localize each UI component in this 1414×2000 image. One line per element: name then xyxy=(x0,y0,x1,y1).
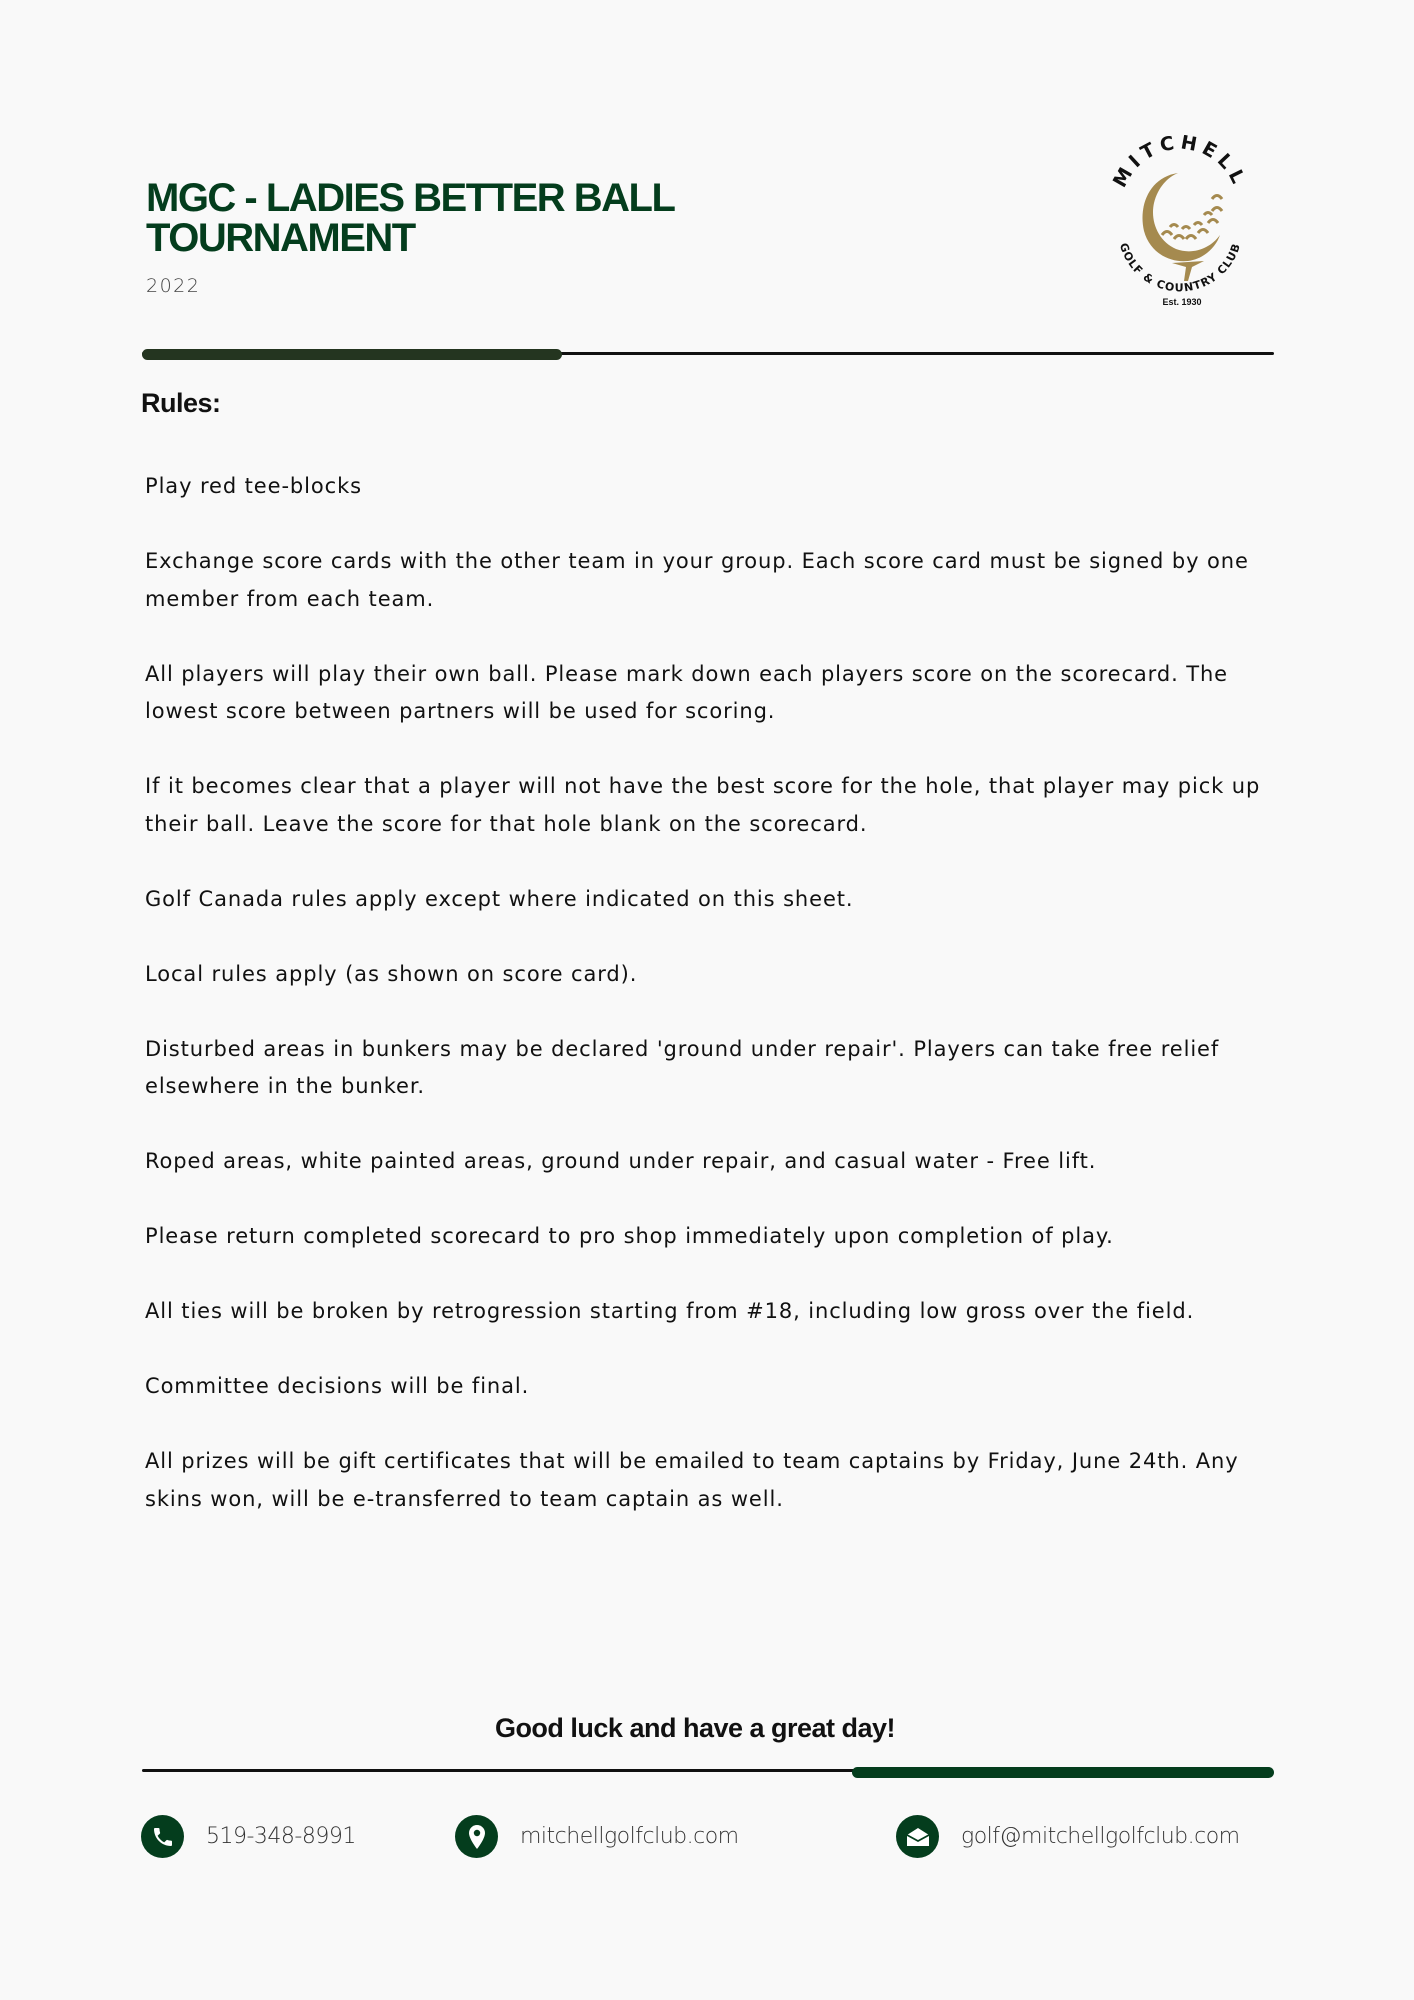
rule-item: Roped areas, white painted areas, ground under repair, and casual water - Free lift. xyxy=(145,1149,1097,1173)
rule-item: All prizes will be gift certificates that will be emailed to team captains by Friday, June 24th. Any skins won, will be e-transferred to team captain as well. xyxy=(145,1449,1239,1511)
rule-item: Local rules apply (as shown on score card). xyxy=(145,961,638,986)
document-year: 2022 xyxy=(146,275,201,297)
phone-number[interactable]: 519-348-8991 xyxy=(206,1824,356,1849)
rule-item: Disturbed areas in bunkers may be declared 'ground under repair'. Players can take free relief elsewhere in the bunker. xyxy=(145,1036,1220,1098)
rule-item: Please return completed scorecard to pro shop immediately upon completion of play. xyxy=(145,1224,1114,1248)
svg-text:GOLF & COUNTRY CLUB: GOLF & COUNTRY CLUB xyxy=(1116,241,1244,295)
location-pin-icon xyxy=(455,1815,498,1858)
rule-item: If it becomes clear that a player will not have the best score for the hole, that player may pick up their ball. Leave the score for that hole blank on the scorecard. xyxy=(145,774,1261,836)
golf-ball-logo-icon xyxy=(1100,135,1260,315)
svg-text:Est. 1930: Est. 1930 xyxy=(1162,297,1202,307)
rule-item: All players will play their own ball. Please mark down each players score on the scorecard. The lowest score between partners will be used for scoring. xyxy=(145,661,1228,723)
rule-item: Play red tee-blocks xyxy=(145,474,362,498)
website-link[interactable]: mitchellgolfclub.com xyxy=(520,1824,739,1849)
rule-item: Exchange score cards with the other team in your group. Each score card must be signed by one member from each team. xyxy=(145,549,1249,611)
svg-text:MITCHELL: MITCHELL xyxy=(1108,135,1252,192)
rules-list xyxy=(145,468,1275,1556)
phone-icon xyxy=(141,1815,184,1858)
closing-message: Good luck and have a great day! xyxy=(494,1713,896,1743)
contact-email[interactable] xyxy=(896,1815,1240,1858)
club-logo xyxy=(1100,135,1260,315)
email-link[interactable]: golf@mitchellgolfclub.com xyxy=(961,1824,1240,1849)
rule-item: Committee decisions will be final. xyxy=(145,1374,530,1398)
rules-heading: Rules: xyxy=(141,388,221,418)
header-divider-accent xyxy=(142,349,562,360)
rule-item: Golf Canada rules apply except where indicated on this sheet. xyxy=(145,886,854,911)
contact-phone[interactable] xyxy=(141,1815,356,1858)
envelope-icon xyxy=(896,1815,939,1858)
document-title: MGC - LADIES BETTER BALL TOURNAMENT xyxy=(146,176,674,260)
contact-website[interactable] xyxy=(455,1815,739,1858)
footer-divider-accent xyxy=(852,1767,1274,1778)
rule-item: All ties will be broken by retrogression starting from #18, including low gross over the field. xyxy=(145,1299,1195,1323)
